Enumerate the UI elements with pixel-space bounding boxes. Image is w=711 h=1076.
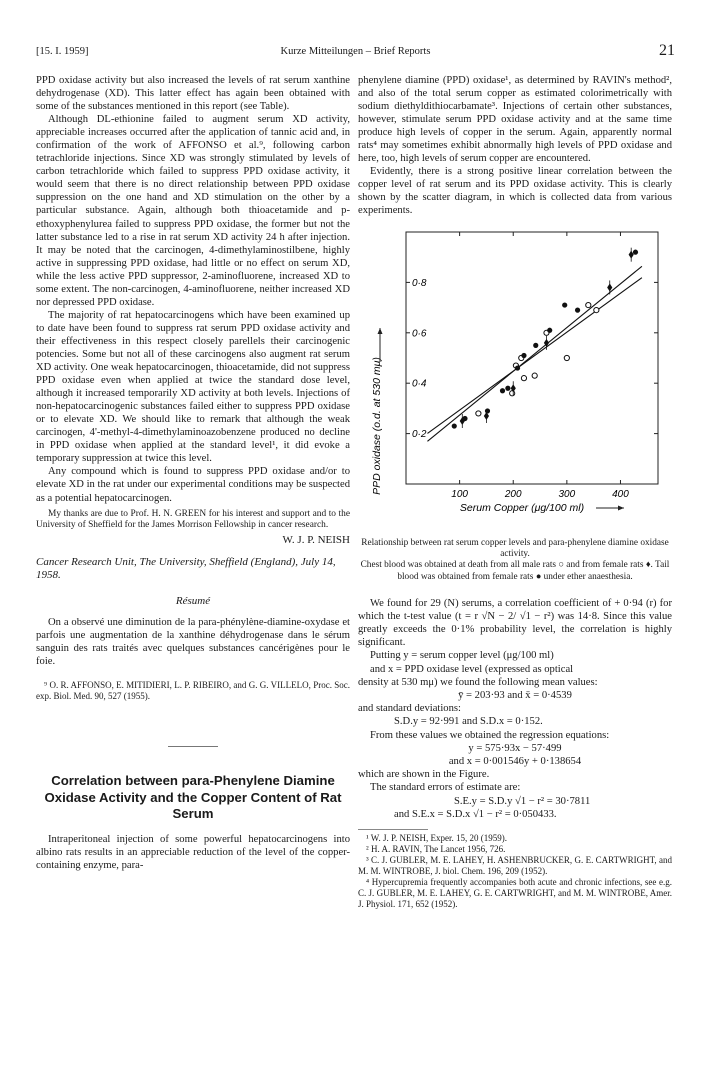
data-point-female-tail xyxy=(485,408,490,413)
x-axis-arrowhead xyxy=(618,505,624,510)
divider xyxy=(168,746,218,747)
regression-after: which are shown in the Figure. xyxy=(358,769,490,781)
scatter-chart xyxy=(362,228,662,534)
data-point-female-tail xyxy=(547,327,552,332)
definition-line: and x = PPD oxidase level (expressed as optical xyxy=(370,663,574,675)
left-column xyxy=(36,74,350,872)
regression-line-x-on-y xyxy=(427,277,641,433)
resume-text: On a observé une diminution de la para-phénylène-diamine-oxydase et parfois une augmentation de la xanthine déhydrogenase dans le sérum sanguin des rats traités avec quelques substances cancérigènes pour le foie. xyxy=(36,616,350,667)
page-number: 21 xyxy=(659,42,675,59)
data-point-male xyxy=(532,373,537,378)
data-point-female-tail xyxy=(500,388,505,393)
data-point-male xyxy=(594,307,599,312)
y-tick-label: 0·4 xyxy=(412,378,427,390)
data-point-male xyxy=(586,302,591,307)
data-point-female-tail xyxy=(521,352,526,357)
resume-heading: Résumé xyxy=(175,594,211,607)
data-point-female-tail xyxy=(633,249,638,254)
data-point-male xyxy=(510,390,515,395)
standard-error-1: S.E.y = S.D.y √1 − r² = 30·7811 xyxy=(454,795,591,807)
footnote-divider xyxy=(358,829,428,830)
x-axis-label: Serum Copper (μg/100 ml) xyxy=(459,501,585,514)
footnote: ⁹ O. R. AFFONSO, E. MITIDIERI, L. P. RIBEIRO, and G. G. VILLELO, Proc. Soc. exp. Biol. Med. 90, 527 (1955). xyxy=(36,679,350,702)
data-point-female-tail xyxy=(462,415,467,420)
y-axis-label: PPD oxidase (o.d. at 530 mμ) xyxy=(371,356,383,495)
std-deviations: S.D.y = 92·991 and S.D.x = 0·152. xyxy=(394,716,543,728)
data-point-male xyxy=(476,410,481,415)
footnote: ⁴ Hypercupremia frequently accompanies both acute and chronic infections, see e.g. C. J. GUBLER, M. E. LAHEY, G. E. CARTWRIGHT, and M. M. WINTROBE, Amer. J. Physiol. 171, 652 (1952). xyxy=(358,876,672,909)
header-date: [15. I. 1959] xyxy=(36,46,89,57)
scatter-figure xyxy=(362,228,662,534)
y-tick-label: 0·2 xyxy=(412,428,427,440)
footnote: ¹ W. J. P. NEISH, Exper. 15, 20 (1959). xyxy=(366,832,507,843)
affiliation: Cancer Research Unit, The University, Sheffield (England), July 14, 1958. xyxy=(36,555,336,582)
y-tick-label: 0·8 xyxy=(412,277,427,289)
figure-caption-legend: Chest blood was obtained at death from all male rats ○ and from female rats ♦. Tail blood was obtained from female rats ● under ether anaesthesia. xyxy=(360,560,670,582)
footnote: ² H. A. RAVIN, The Lancet 1956, 726. xyxy=(366,843,506,854)
author-signature: W. J. P. NEISH xyxy=(282,533,350,546)
running-header xyxy=(36,44,675,64)
regression-intro: From these values we obtained the regression equations: xyxy=(370,729,610,741)
mean-values: ȳ = 203·93 and x̄ = 0·4539 xyxy=(458,689,572,701)
paragraph: We found for 29 (N) serums, a correlation coefficient of + 0·94 (r) for which the t-test value (t = r √N − 2/ √1 − r²) was 14·8. Since this value greatly exceeds the 0·1% probability level, the correlation is highly significant. xyxy=(358,598,672,649)
se-intro: The standard errors of estimate are: xyxy=(370,782,521,794)
data-point-female-tail xyxy=(575,307,580,312)
acknowledgement: My thanks are due to Prof. H. N. GREEN for his interest and support and to the University of Sheffield for the James Morrison Fellowship in cancer research. xyxy=(36,508,350,531)
figure-caption: Relationship between rat serum copper levels and para-phenylene diamine oxidase activity. xyxy=(361,537,669,559)
paragraph: PPD oxidase activity but also increased the levels of rat serum xanthine dehydrogenase (XD). This latter effect has again been obtained with some of the substances mentioned in this report (see Table). xyxy=(36,75,350,113)
x-tick-label: 200 xyxy=(504,488,522,500)
y-tick-label: 0·6 xyxy=(412,327,427,339)
data-point-female-tail xyxy=(533,342,538,347)
data-point-female-tail xyxy=(562,302,567,307)
data-point-female-tail xyxy=(505,385,510,390)
header-journal: Kurze Mitteilungen – Brief Reports xyxy=(280,46,431,57)
footnote: ³ C. J. GUBLER, M. E. LAHEY, H. ASHENBRUCKER, G. E. CARTWRIGHT, and M. M. WINTROBE, J. biol. Chem. 196, 209 (1952). xyxy=(358,854,672,876)
data-point-male xyxy=(521,375,526,380)
paragraph: Any compound which is found to suppress PPD oxidase and/or to elevate XD in the rat under our experimental conditions may be suspected as a potential hepatocarcinogen. xyxy=(36,466,350,504)
definition-line: density at 530 mμ) we found the following mean values: xyxy=(358,676,598,688)
paragraph: The majority of rat hepatocarcinogens which have been examined up to date have been found to suppress rat serum PPD oxidase activity and their effectiveness in this respect closely parellels their carcinogenic potencies. Some but not all of these carcinogens also augment rat serum XD activity. One weak hepatocarcinogen, thioacetamide, did not suppress PPD oxidase even when applied at twice the standard dose level, although it increased temporarily XD activity at both levels. Injections of non-hepatocarcinogenic substances failed either to suppress PPD oxidase or to elevate XD. We should like to remark that although the weak carcinogen, 4'-methyl-4-dimethylaminoazobenzene produced no decline in PPD oxidase when applied at the standard level¹, it did evoke a temporary suppression at twice this level. xyxy=(36,309,350,465)
paragraph: Intraperitoneal injection of some powerful hepatocarcinogens into albino rats results in an appreciable reduction of the level of the copper-containing enzyme, para- xyxy=(36,833,350,871)
standard-error-2: and S.E.x = S.D.x √1 − r² = 0·050433. xyxy=(394,808,557,820)
data-point-female-tail xyxy=(515,365,520,370)
right-column xyxy=(358,74,672,910)
definition-line: Putting y = serum copper level (μg/100 ml) xyxy=(370,650,554,662)
x-tick-label: 100 xyxy=(451,488,468,500)
data-point-male xyxy=(564,355,569,360)
x-tick-label: 300 xyxy=(558,488,576,500)
paragraph: phenylene diamine (PPD) oxidase¹, as determined by RAVIN's method², and also of the total serum copper as estimated colorimetrically with sodium diethyldithiocarbamate³. Injections of certain other substances, however, stimulate serum PPD oxidase activity and at the same time produce high levels of copper in the serum. Again, apparently normal rats⁴ may sometimes exhibit abnormally high levels of PPD oxidase and here, too, high levels of serum copper are encountered. xyxy=(358,75,672,165)
regression-eq-2: and x = 0·001546y + 0·138654 xyxy=(448,755,582,767)
paragraph: Although DL-ethionine failed to augment serum XD activity, appreciable increases occurred after the application of tannic acid and, in confirmation of the work of AFFONSO et al.⁹, following carbon tetrachloride injections. Since XD was strongly stimulated by levels of carbon tetrachloride which failed to suppress PPD oxidase activity, it would seem that there is no direct relationship between PPD oxidase suppression on the one hand and XD stimulation on the other by a particular substance. Again, although both thioacetamide and p-ethoxyphenylurea failed to suppress PPD oxidase, the former but not the latter substance led to a rise in rat serum XD activity 24 h after injection. It may be noted that the carcinogen, 4-dimethylaminostilbene, highly active in suppressing PPD oxidase, had little or no effect on serum XD, while the less active PPD suppressor, 2-aminofluorene, increased XD to some extent. The non-carcinogen, 4-aminofluorene, neither increased XD nor depressed PPD oxidase. xyxy=(36,114,350,308)
article-title: Correlation between para-Phenylene Diamine Oxidase Activity and the Copper Content of Rat Serum xyxy=(44,773,342,822)
paragraph: Evidently, there is a strong positive linear correlation between the copper level of rat serum and its PPD oxidase activity. This is clearly shown by the scatter diagram, in which is collected data from various experiments. xyxy=(358,166,672,217)
data-point-female-tail xyxy=(452,423,457,428)
regression-eq-1: y = 575·93x − 57·499 xyxy=(468,742,562,754)
x-tick-label: 400 xyxy=(612,488,629,500)
y-axis-arrowhead xyxy=(378,328,383,334)
sd-intro: and standard deviations: xyxy=(358,703,461,715)
